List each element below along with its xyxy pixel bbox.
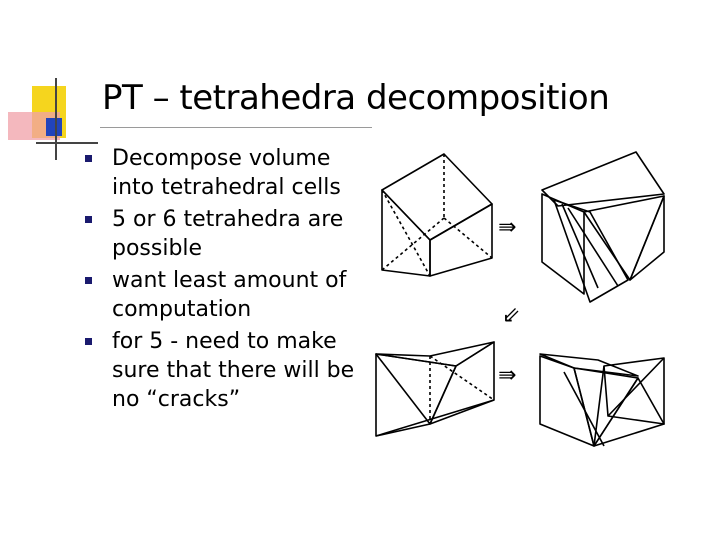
cube-top-left <box>382 154 492 276</box>
slide-title: PT – tetrahedra decomposition <box>102 78 610 118</box>
cube-bottom-left <box>376 342 494 436</box>
arrow-bottom-icon: ⇛ <box>498 363 517 388</box>
bullet-list <box>80 144 370 417</box>
arrow-top-icon: ⇛ <box>498 215 517 240</box>
bullet-marker-icon <box>85 338 92 345</box>
bullet-item <box>80 266 370 324</box>
bullet-item <box>80 327 370 414</box>
bullet-marker-icon <box>85 155 92 162</box>
bullet-text: want least amount of computation <box>112 268 347 322</box>
bullet-marker-icon <box>85 277 92 284</box>
bullet-text: 5 or 6 tetrahedra are possible <box>112 207 344 261</box>
bullet-item <box>80 144 370 202</box>
title-underline <box>100 127 372 128</box>
bullet-text: Decompose volume into tetrahedral cells <box>112 146 341 200</box>
exploded-tetrahedra-top-right <box>542 152 664 302</box>
bullet-text: for 5 - need to make sure that there will be no “cracks” <box>112 329 355 412</box>
arrow-middle-icon: ⇙ <box>502 303 521 328</box>
bullet-item <box>80 205 370 263</box>
bullet-marker-icon <box>85 216 92 223</box>
tetrahedra-decomposition-figure <box>368 146 678 476</box>
exploded-tetrahedra-bottom-right <box>540 354 664 446</box>
